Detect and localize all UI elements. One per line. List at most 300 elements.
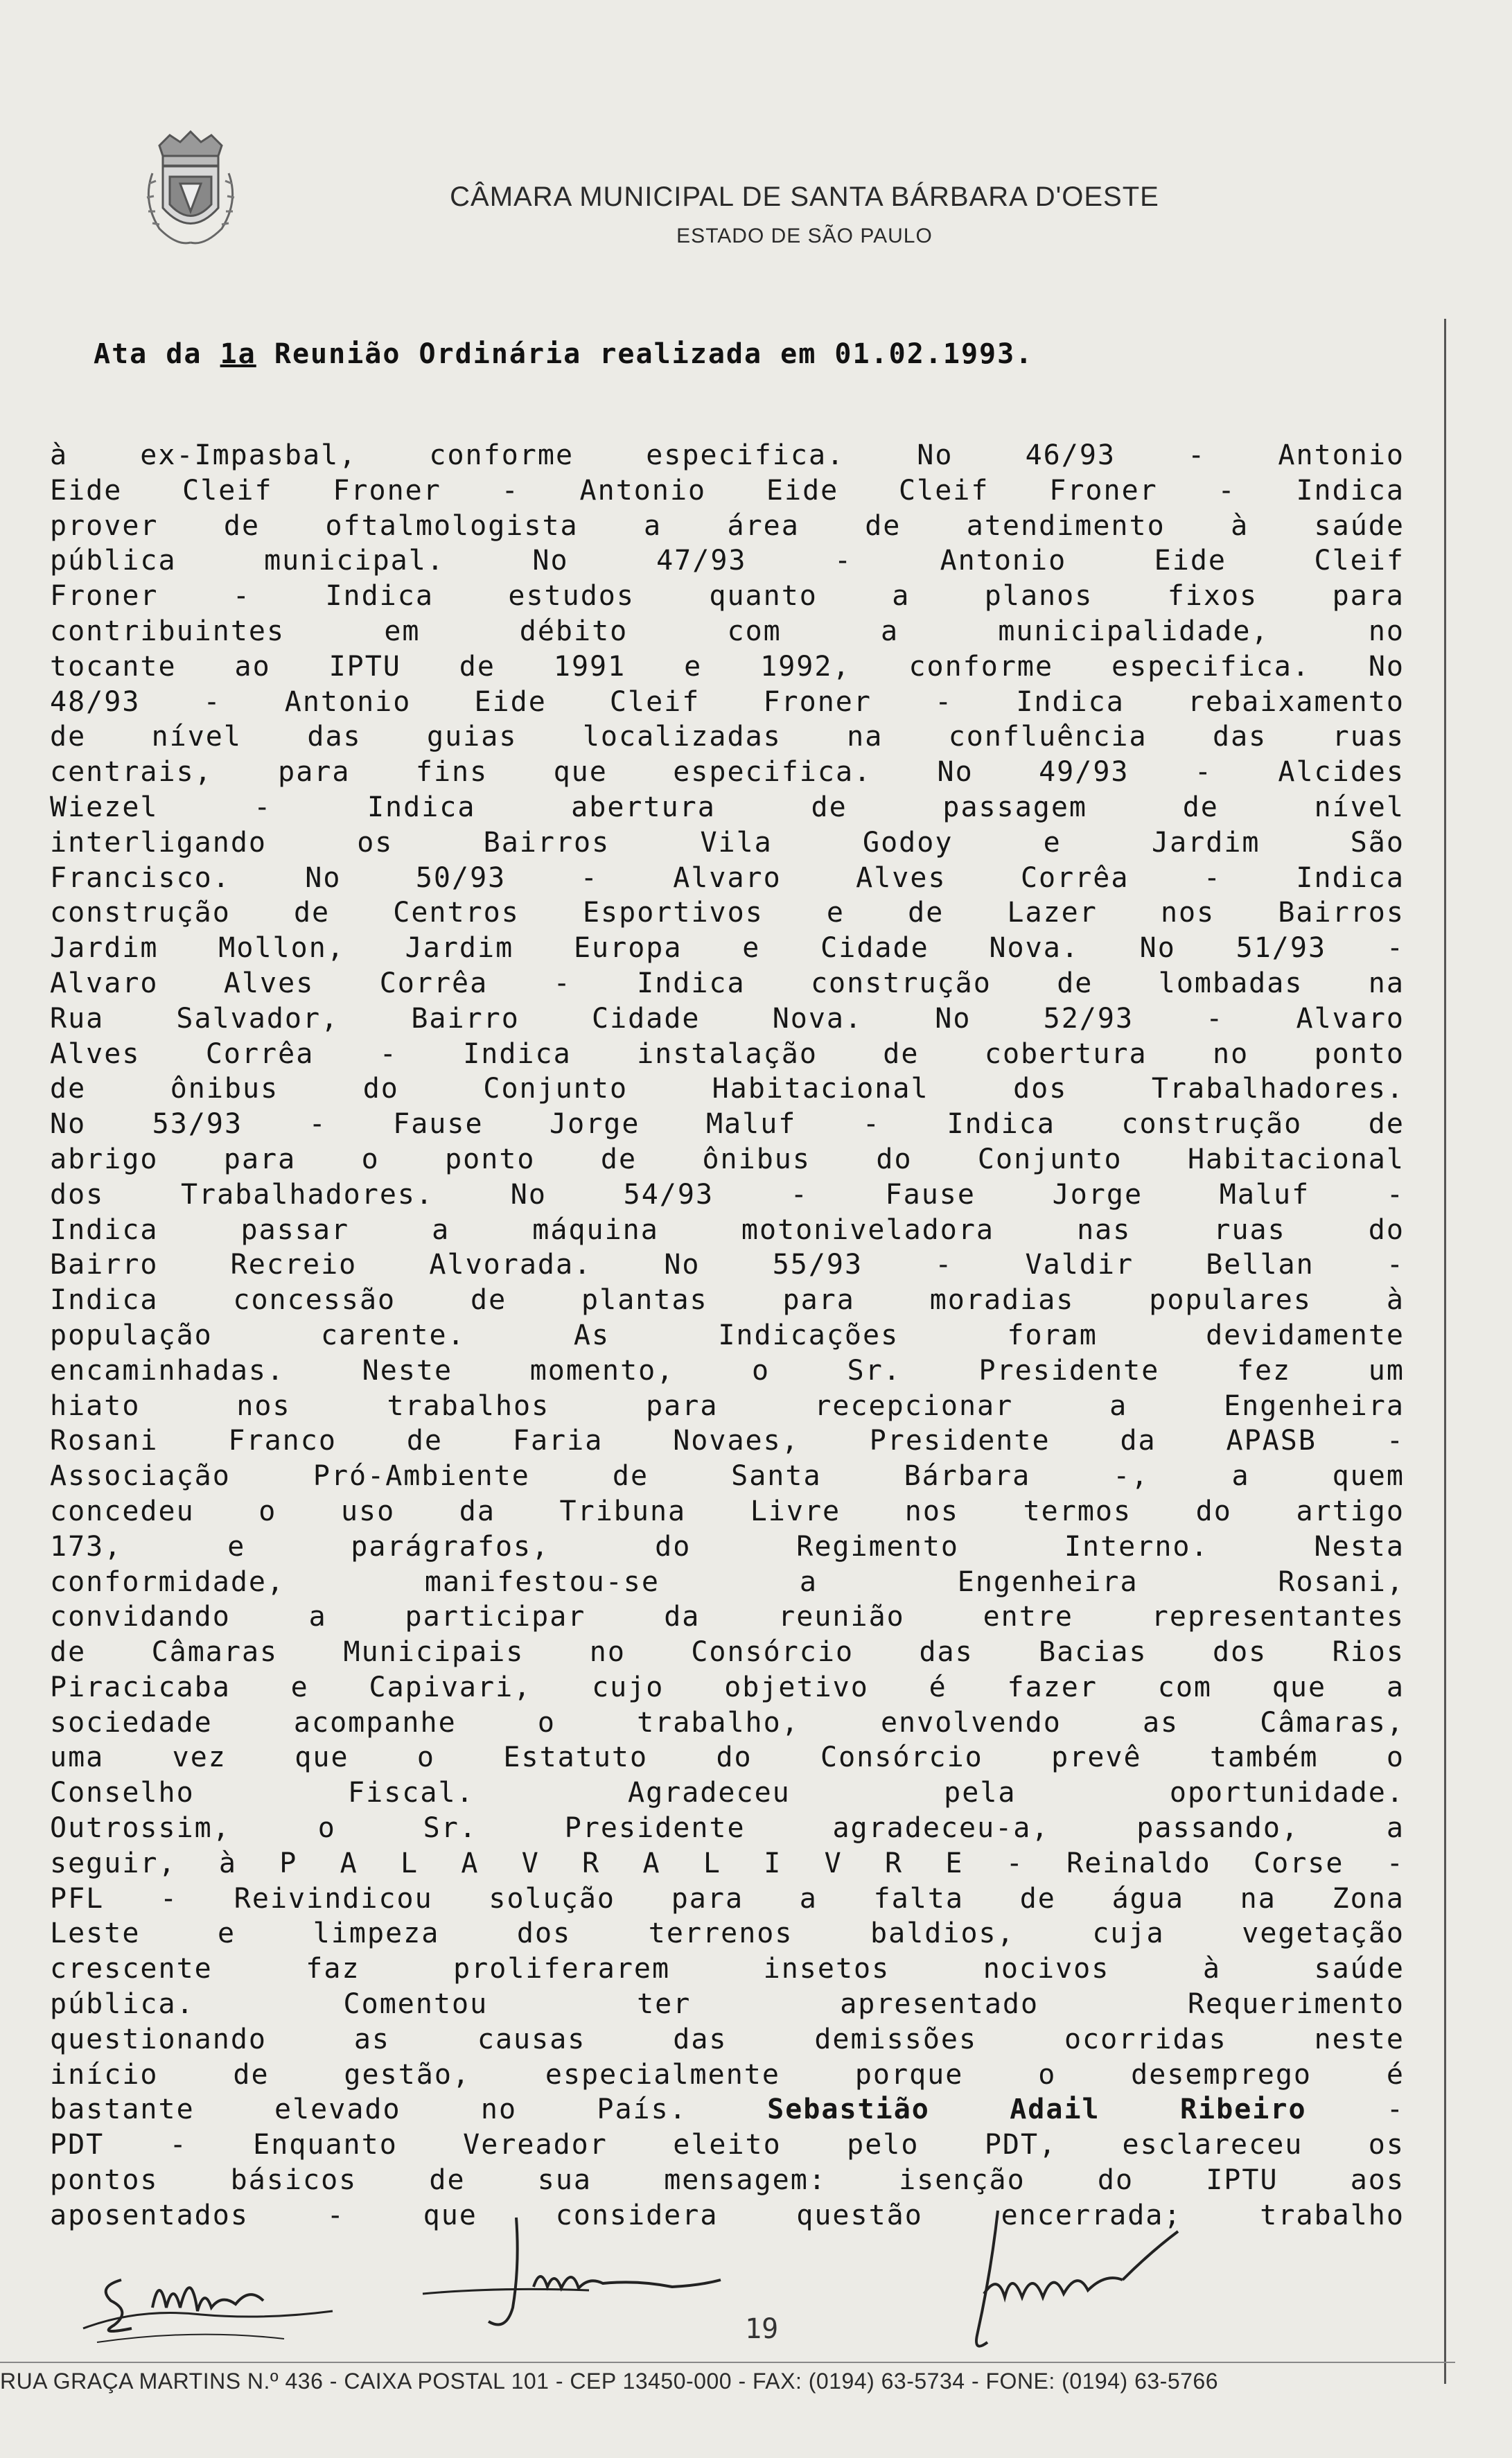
body-word: a xyxy=(308,1601,327,1633)
body-word: ponto xyxy=(445,1143,536,1175)
body-line xyxy=(50,1423,1405,1459)
body-word: - xyxy=(1206,1002,1224,1035)
body-word: confluência xyxy=(948,721,1148,753)
body-word: sua xyxy=(537,2164,592,2197)
body-word: motoniveladora xyxy=(741,1213,995,1246)
body-word: pelo xyxy=(847,2129,920,2161)
body-line xyxy=(50,895,1405,931)
body-word: água xyxy=(1111,1882,1184,1915)
body-word: a xyxy=(644,509,662,542)
body-word: - xyxy=(1203,861,1222,894)
body-word: Cidade xyxy=(820,932,929,965)
body-word: início xyxy=(50,2058,159,2091)
body-word: gestão, xyxy=(344,2058,471,2091)
body-word: Indica xyxy=(637,967,746,999)
body-word: Cleif xyxy=(1314,545,1405,577)
body-word: Pró-Ambiente xyxy=(313,1460,530,1493)
body-word: 50/93 xyxy=(415,861,507,894)
body-word: proliferarem xyxy=(453,1953,671,1985)
body-word: Alvaro xyxy=(673,861,782,894)
body-word: Nesta xyxy=(1314,1530,1405,1563)
body-word: pela xyxy=(944,1777,1017,1809)
body-word: básicos xyxy=(230,2164,358,2197)
body-word: foram xyxy=(1007,1319,1098,1351)
body-word: Salvador, xyxy=(176,1002,340,1035)
body-word: Municipais xyxy=(343,1636,525,1669)
body-line xyxy=(50,1494,1405,1529)
body-word: Lazer xyxy=(1007,897,1098,929)
body-word: cuja xyxy=(1092,1917,1165,1950)
body-word: uso xyxy=(340,1495,396,1527)
body-word: Bairro xyxy=(411,1002,520,1035)
body-word: 1992, xyxy=(760,650,851,683)
body-word: Godoy xyxy=(863,826,953,859)
body-word: - xyxy=(203,685,222,718)
body-word: No xyxy=(937,756,974,789)
body-word: Indica xyxy=(947,1108,1055,1141)
body-line xyxy=(50,685,1405,720)
body-word: questionando xyxy=(50,2023,267,2055)
margin-rule xyxy=(1444,319,1446,2384)
body-word: do xyxy=(1097,2164,1134,2197)
body-word: atendimento xyxy=(966,509,1166,542)
body-word: 51/93 xyxy=(1236,932,1327,965)
body-word: Presidente xyxy=(978,1354,1160,1387)
body-word: o xyxy=(258,1495,277,1527)
body-word: Froner xyxy=(50,580,159,613)
body-word: no xyxy=(1368,615,1405,647)
body-word: Fiscal. xyxy=(348,1777,475,1809)
body-word: contribuintes xyxy=(50,615,285,647)
body-line xyxy=(50,1775,1405,1811)
body-word: Franco xyxy=(228,1425,337,1457)
body-word: moradias xyxy=(929,1284,1075,1317)
body-word: 49/93 xyxy=(1039,756,1129,789)
body-word: As xyxy=(573,1319,610,1351)
body-word: para xyxy=(782,1284,855,1317)
body-word: é xyxy=(1386,2058,1405,2091)
body-word: oportunidade. xyxy=(1169,1777,1405,1809)
body-word: Indica xyxy=(463,1037,572,1070)
body-word: instalação xyxy=(637,1037,818,1070)
body-word: bastante xyxy=(50,2093,195,2126)
body-word: Capivari, xyxy=(369,1671,532,1703)
body-word: prevê xyxy=(1051,1741,1142,1774)
body-word: nas xyxy=(1077,1213,1132,1246)
body-word: de xyxy=(612,1460,649,1493)
body-word: Bairros xyxy=(483,826,610,859)
body-word: Wiezel xyxy=(50,791,159,823)
body-word: Bacias xyxy=(1039,1636,1148,1669)
body-word: de xyxy=(223,509,261,542)
body-word: - xyxy=(1194,756,1213,789)
body-word: e xyxy=(227,1530,246,1563)
body-word: encaminhadas. xyxy=(50,1354,285,1387)
body-word: a xyxy=(432,1213,450,1246)
body-word: construção xyxy=(810,967,992,999)
body-word: - xyxy=(862,1108,881,1141)
body-word: 46/93 xyxy=(1025,439,1116,471)
body-word: centrais, xyxy=(50,756,213,789)
body-word: de xyxy=(429,2164,466,2197)
body-line xyxy=(50,790,1405,825)
body-word: do xyxy=(876,1143,913,1175)
signature-right xyxy=(956,2204,1192,2363)
body-word: para xyxy=(278,756,351,789)
body-word: Comentou xyxy=(343,1988,489,2021)
body-word: para xyxy=(223,1143,297,1175)
minutes-title-suffix: Reunião Ordinária realizada em 01.02.1993. xyxy=(274,338,1034,370)
body-word: - xyxy=(1386,932,1405,965)
body-word: - xyxy=(790,1178,809,1211)
body-word: A xyxy=(461,1847,480,1879)
body-word: e xyxy=(1043,826,1062,859)
body-word: entre xyxy=(983,1601,1073,1633)
body-word: considera xyxy=(555,2199,719,2231)
body-word: 48/93 xyxy=(50,685,141,718)
institution-state: ESTADO DE SÃO PAULO xyxy=(676,225,933,247)
body-word: - xyxy=(553,967,572,999)
body-word: no xyxy=(589,1636,626,1669)
body-word: Neste xyxy=(362,1354,453,1387)
body-word: aos xyxy=(1350,2164,1405,2197)
body-line xyxy=(50,1071,1405,1107)
body-word: de xyxy=(865,509,902,542)
body-line xyxy=(50,1353,1405,1389)
body-word: ao xyxy=(234,650,271,683)
body-word: Corrêa xyxy=(379,967,489,999)
body-word: ruas xyxy=(1213,1213,1286,1246)
body-word: a xyxy=(799,1565,818,1598)
body-word: Bairros xyxy=(1278,897,1405,929)
body-word: Conselho xyxy=(50,1777,195,1809)
body-word: um xyxy=(1368,1354,1405,1387)
body-word: 173, xyxy=(50,1530,123,1563)
body-word: dos xyxy=(1212,1636,1267,1669)
body-line xyxy=(50,1811,1405,1846)
body-word: do xyxy=(1368,1213,1405,1246)
body-word: do xyxy=(716,1741,753,1774)
body-line xyxy=(50,1247,1405,1283)
body-word: em xyxy=(384,615,421,647)
body-word: de xyxy=(1182,791,1219,823)
body-word: de xyxy=(406,1425,443,1457)
body-word: L xyxy=(703,1847,721,1879)
body-word: Alvorada. xyxy=(429,1249,592,1281)
body-word: é xyxy=(929,1671,947,1703)
body-word: Cleif xyxy=(899,474,990,507)
body-word: insetos xyxy=(763,1953,890,1985)
body-word: Recreio xyxy=(230,1249,358,1281)
body-word: o xyxy=(317,1812,336,1845)
body-word: - xyxy=(580,861,599,894)
body-word: guias xyxy=(427,721,518,753)
body-word: na xyxy=(847,721,884,753)
body-line xyxy=(50,1459,1405,1494)
body-line xyxy=(50,1318,1405,1353)
body-word: Cleif xyxy=(609,685,701,718)
signature-center xyxy=(416,2211,735,2342)
body-word: Trabalhadores. xyxy=(1151,1073,1405,1105)
body-word: - xyxy=(1217,474,1236,507)
body-word: que xyxy=(1272,1671,1327,1703)
body-word: Cidade xyxy=(592,1002,701,1035)
body-word: Nova. xyxy=(989,932,1080,965)
body-word: solução xyxy=(489,1882,615,1915)
body-line xyxy=(50,1565,1405,1600)
body-word: cujo xyxy=(592,1671,665,1703)
body-word: Reivindicou xyxy=(234,1882,433,1915)
body-word: Engenheira xyxy=(957,1565,1139,1598)
body-word: convidando xyxy=(50,1601,231,1633)
body-word: trabalho, xyxy=(637,1706,800,1739)
body-word: passando, xyxy=(1136,1812,1300,1845)
body-word: - xyxy=(1386,1249,1405,1281)
body-word: Eide xyxy=(50,474,123,507)
body-word: Ribeiro xyxy=(1179,2093,1307,2126)
body-word: também xyxy=(1209,1741,1319,1774)
body-word: Conjunto xyxy=(483,1073,628,1105)
body-word: o xyxy=(416,1741,436,1774)
body-word: representantes xyxy=(1151,1601,1405,1633)
body-word: de xyxy=(1057,967,1093,999)
body-line xyxy=(50,2057,1405,2093)
body-word: Mollon, xyxy=(218,932,345,965)
body-word: Alves xyxy=(856,861,947,894)
body-word: momento, xyxy=(529,1354,675,1387)
body-word: ponto xyxy=(1314,1037,1405,1070)
body-word: prover xyxy=(50,509,159,542)
body-line xyxy=(50,1213,1405,1248)
body-word: Reinaldo xyxy=(1066,1847,1211,1879)
body-word: Presidente xyxy=(869,1425,1051,1457)
body-word: nos xyxy=(904,1495,959,1527)
body-word: da xyxy=(459,1495,495,1527)
body-line xyxy=(50,1107,1405,1142)
body-word: de xyxy=(459,650,495,683)
body-word: - xyxy=(1005,1847,1024,1879)
body-line xyxy=(50,1635,1405,1670)
body-word: abrigo xyxy=(50,1143,159,1175)
body-word: Europa xyxy=(573,932,683,965)
body-word: elevado xyxy=(274,2093,401,2126)
body-word: Francisco. xyxy=(50,861,231,894)
body-word: Zona xyxy=(1332,1882,1405,1915)
body-line xyxy=(50,509,1405,544)
body-word: uma xyxy=(50,1741,105,1774)
signature-left xyxy=(55,2245,346,2349)
body-word: que xyxy=(295,1741,349,1774)
body-line xyxy=(50,1529,1405,1565)
body-line xyxy=(50,1740,1405,1775)
body-word: Associação xyxy=(50,1460,231,1493)
page-number: 19 xyxy=(745,2313,779,2345)
body-word: Consórcio xyxy=(820,1741,983,1774)
body-word: a xyxy=(892,580,911,613)
body-word: à xyxy=(1386,1284,1405,1317)
body-word: ocorridas xyxy=(1064,2023,1227,2055)
body-line xyxy=(50,649,1405,685)
body-line xyxy=(50,438,1405,473)
body-line xyxy=(50,1001,1405,1037)
body-word: reunião xyxy=(778,1601,905,1633)
body-word: Bellan xyxy=(1206,1249,1315,1281)
body-word: dos xyxy=(50,1178,105,1211)
body-word: No xyxy=(510,1178,547,1211)
body-word: neste xyxy=(1314,2023,1405,2055)
body-word: Presidente xyxy=(564,1812,746,1845)
body-word: Regimento xyxy=(796,1530,959,1563)
body-word: vegetação xyxy=(1242,1917,1405,1950)
body-word: Bairro xyxy=(50,1249,159,1281)
body-word: de xyxy=(1019,1882,1056,1915)
body-word: Alves xyxy=(223,967,315,999)
body-word: - xyxy=(935,685,953,718)
body-word: Corse xyxy=(1254,1847,1344,1879)
body-word: faz xyxy=(306,1953,360,1985)
body-word: das xyxy=(673,2023,728,2055)
body-word: Centros xyxy=(393,897,520,929)
body-word: Faria xyxy=(512,1425,604,1457)
body-word: de xyxy=(1368,1108,1405,1141)
body-word: dos xyxy=(516,1917,572,1950)
body-word: de xyxy=(600,1143,638,1175)
body-word: No xyxy=(1368,650,1405,683)
body-word: conformidade, xyxy=(50,1565,285,1598)
body-word: Maluf xyxy=(1219,1178,1310,1211)
body-line xyxy=(50,825,1405,861)
body-word: de xyxy=(811,791,847,823)
body-word: Jardim xyxy=(50,932,159,965)
body-word: Nova. xyxy=(772,1002,863,1035)
body-word: eleito xyxy=(673,2129,782,2161)
body-word: fez xyxy=(1236,1354,1292,1387)
body-word: lombadas xyxy=(1158,967,1303,999)
body-word: R xyxy=(582,1847,601,1879)
body-word: isenção xyxy=(899,2164,1026,2197)
body-word: carente. xyxy=(321,1319,466,1351)
body-word: - xyxy=(159,1882,179,1915)
body-word: que xyxy=(423,2199,477,2231)
body-word: o xyxy=(751,1354,771,1387)
body-word: no xyxy=(1213,1037,1249,1070)
body-line xyxy=(50,2022,1405,2057)
body-word: da xyxy=(664,1601,701,1633)
body-word: fazer xyxy=(1007,1671,1098,1703)
body-word: Sebastião xyxy=(767,2093,930,2126)
body-word: demissões xyxy=(814,2023,978,2055)
body-word: de xyxy=(50,1636,87,1669)
footer-address: RUA GRAÇA MARTINS N.º 436 - CAIXA POSTAL 101 - CEP 13450-000 - FAX: (0194) 63-5734 - FONE: (0194) 63-5766 xyxy=(0,2369,1218,2394)
body-word: desemprego xyxy=(1131,2058,1312,2091)
body-word: 53/93 xyxy=(152,1108,243,1141)
body-word: limpeza xyxy=(313,1917,440,1950)
body-word: Enquanto xyxy=(253,2129,398,2161)
body-line xyxy=(50,1951,1405,1987)
body-word: Rios xyxy=(1332,1636,1405,1669)
body-word: saúde xyxy=(1314,509,1405,542)
body-word: PFL xyxy=(50,1882,105,1915)
body-word: fins xyxy=(415,756,489,789)
body-word: Eide xyxy=(766,474,839,507)
body-line xyxy=(50,1705,1405,1741)
body-word: concedeu xyxy=(50,1495,195,1527)
body-line xyxy=(50,579,1405,614)
body-word: e xyxy=(826,897,845,929)
body-word: envolvendo xyxy=(880,1706,1062,1739)
body-word: seguir, xyxy=(50,1847,177,1879)
body-word: municipal. xyxy=(264,545,445,577)
body-word: Corrêa xyxy=(1020,861,1129,894)
body-word: vez xyxy=(172,1741,227,1774)
body-word: Alves xyxy=(50,1037,141,1070)
body-line xyxy=(50,966,1405,1001)
body-word: Eide xyxy=(1154,545,1227,577)
body-word: municipalidade, xyxy=(998,615,1269,647)
body-word: Jorge xyxy=(1052,1178,1143,1211)
body-word: apresentado xyxy=(840,1988,1039,2021)
body-word: ruas xyxy=(1332,721,1405,753)
body-word: No xyxy=(50,1108,87,1141)
body-word: dos xyxy=(1013,1073,1068,1105)
body-word: o xyxy=(537,1706,556,1739)
body-word: participar xyxy=(405,1601,586,1633)
body-word: - xyxy=(308,1108,327,1141)
body-word: ônibus xyxy=(702,1143,811,1175)
body-word: abertura xyxy=(571,791,716,823)
body-word: Alcides xyxy=(1278,756,1405,789)
body-word: L xyxy=(400,1847,419,1879)
body-word: manifestou-se xyxy=(424,1565,660,1598)
body-word: Antonio xyxy=(579,474,707,507)
minutes-title-ordinal: 1a xyxy=(220,338,256,370)
body-word: terrenos xyxy=(648,1917,793,1950)
body-word: Câmaras xyxy=(151,1636,279,1669)
body-word: construção xyxy=(50,897,231,929)
body-word: de xyxy=(293,897,331,929)
body-line xyxy=(50,931,1405,966)
body-word: nível xyxy=(1314,791,1405,823)
body-word: localizadas xyxy=(582,721,782,753)
body-word: Interno. xyxy=(1064,1530,1209,1563)
body-word: de xyxy=(50,1073,87,1105)
body-word: nível xyxy=(151,721,242,753)
body-line xyxy=(50,1987,1405,2022)
body-word: R xyxy=(884,1847,904,1879)
body-line xyxy=(50,1881,1405,1917)
body-word: Sr. xyxy=(847,1354,902,1387)
body-word: agradeceu-a, xyxy=(832,1812,1050,1845)
body-word: devidamente xyxy=(1206,1319,1405,1351)
body-word: Sr. xyxy=(423,1812,477,1845)
body-word: de xyxy=(908,897,944,929)
body-word: Trabalhadores. xyxy=(180,1178,434,1211)
body-word: para xyxy=(671,1882,744,1915)
body-word: os xyxy=(357,826,394,859)
body-word: sociedade xyxy=(50,1706,213,1739)
body-word: para xyxy=(1332,580,1405,613)
body-word: passar xyxy=(240,1213,350,1246)
body-word: do xyxy=(1195,1495,1232,1527)
body-word: A xyxy=(340,1847,358,1879)
body-word: nocivos xyxy=(983,1953,1110,1985)
body-word: Froner xyxy=(763,685,872,718)
body-word: Outrossim, xyxy=(50,1812,231,1845)
body-word: plantas xyxy=(581,1284,708,1317)
body-word: - xyxy=(1386,1847,1405,1879)
body-word: Livre xyxy=(750,1495,841,1527)
body-word: o xyxy=(1386,1741,1405,1774)
